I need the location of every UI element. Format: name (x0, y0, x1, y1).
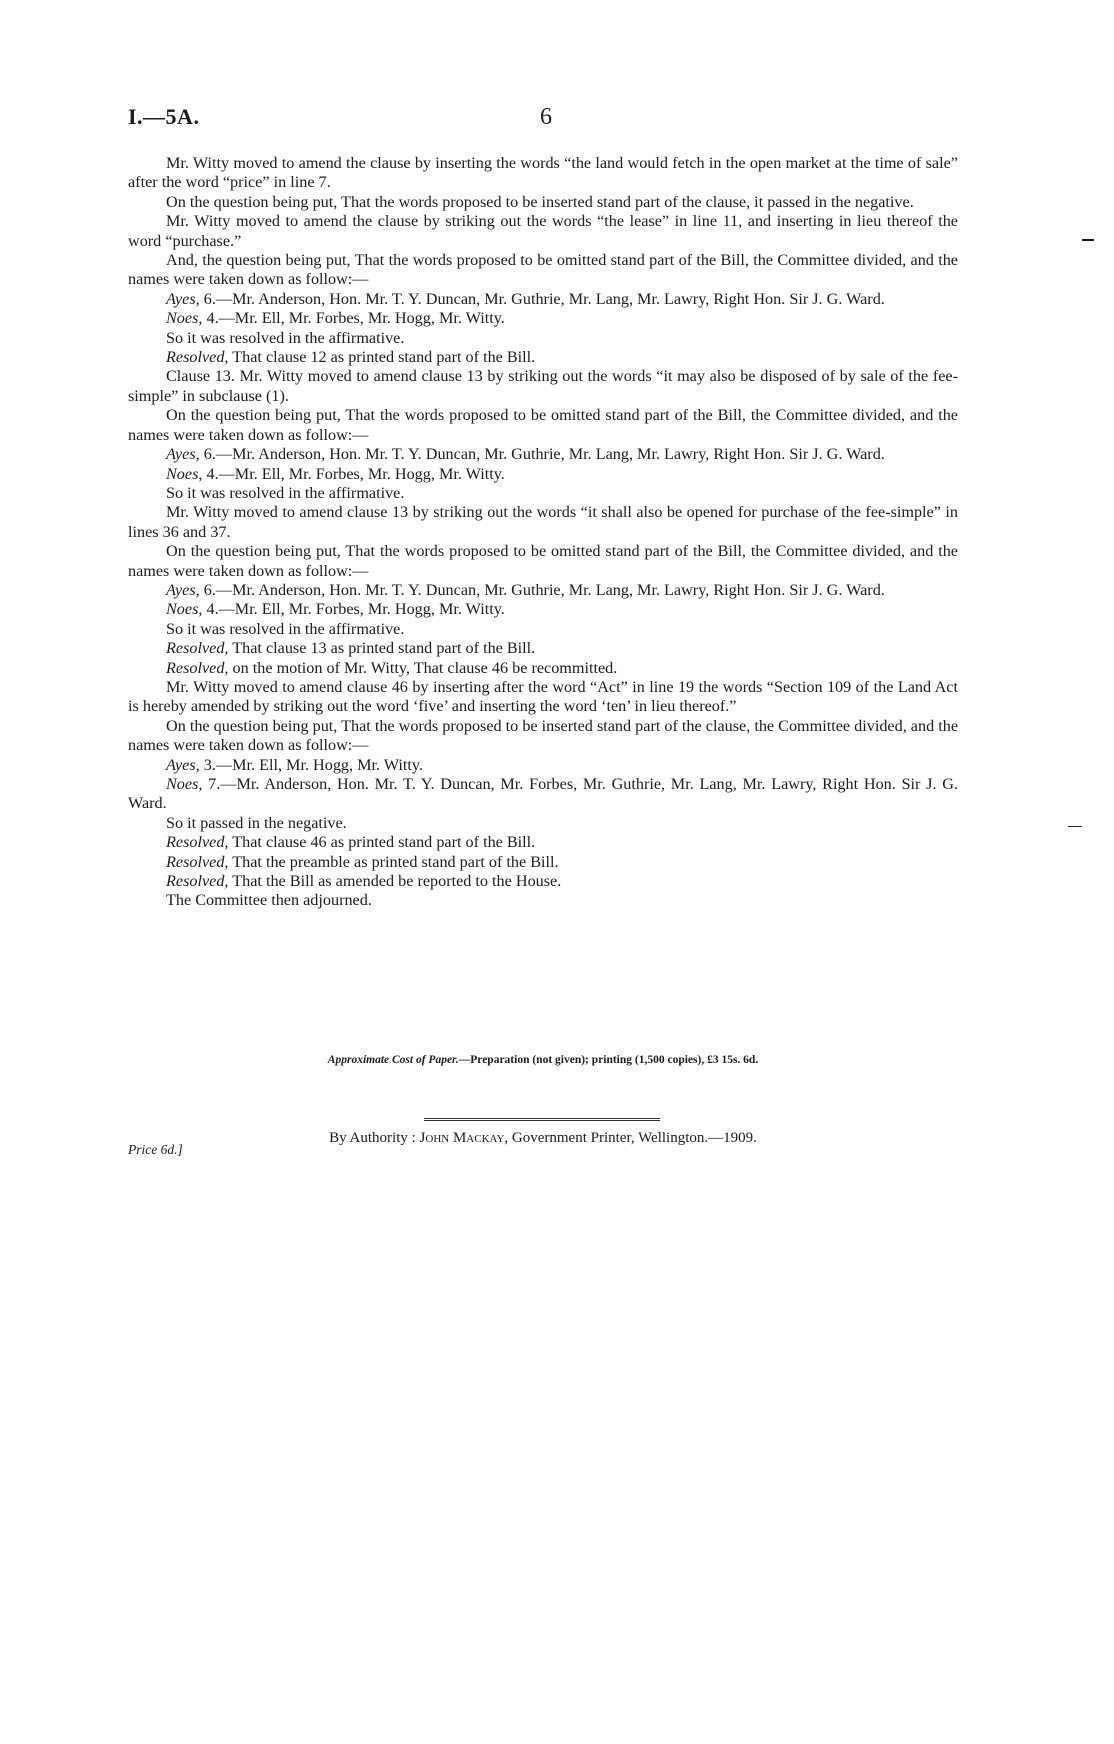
paragraph-lead: Noes, (166, 464, 203, 483)
minutes-paragraph (128, 445, 958, 464)
paragraph-text: Mr. Witty moved to amend the clause by inserting the words “the land would fetch in the open market at the time of sale” after the word “price” in line 7. (128, 154, 958, 192)
minutes-paragraph (128, 600, 958, 619)
authority-prefix: By Authority : (329, 1130, 420, 1146)
paragraph-text: That clause 12 as printed stand part of the Bill. (228, 348, 536, 367)
document-reference: I.—5A. (128, 104, 200, 129)
minutes-paragraph (128, 309, 958, 328)
paragraph-lead: Ayes, (166, 580, 200, 599)
paragraph-text: The Committee then adjourned. (166, 891, 372, 910)
cost-of-paper (128, 1054, 958, 1066)
margin-mark (1068, 826, 1082, 827)
paragraph-text: Mr. Witty moved to amend clause 46 by inserting after the word “Act” in line 19 the words “Section 109 of the Land Act is hereby amended by striking out the word ‘five’ and inserting the word ‘ten’ in lieu thereof.” (128, 677, 958, 716)
authority-suffix: , Government Printer, Wellington.—1909. (504, 1130, 757, 1146)
paragraph-lead: Ayes, (166, 755, 200, 774)
paragraph-text: On the question being put, That the words proposed to be inserted stand part of the clause, it passed in the negative. (166, 192, 914, 211)
paragraph-text: 7.—Mr. Anderson, Hon. Mr. T. Y. Duncan, Mr. Forbes, Mr. Guthrie, Mr. Lang, Mr. Lawry, Right Hon. Sir J. G. Ward. (128, 775, 958, 813)
paragraph-lead: Resolved, (166, 833, 229, 852)
paragraph-text: That the preamble as printed stand part of the Bill. (228, 852, 559, 871)
margin-mark (1082, 239, 1094, 241)
minutes-paragraph (128, 154, 958, 193)
minutes-paragraph (128, 872, 958, 891)
minutes-paragraph (128, 659, 958, 678)
minutes-paragraph (128, 367, 958, 406)
minutes-paragraph (128, 814, 958, 833)
paragraph-lead: Resolved, (166, 872, 229, 891)
paragraph-lead: Resolved, (166, 639, 229, 658)
minutes-paragraph (128, 484, 958, 503)
minutes-paragraph (128, 775, 958, 814)
paragraph-text: That the Bill as amended be reported to the House. (228, 872, 562, 891)
minutes-paragraph (128, 406, 958, 445)
paragraph-text: 4.—Mr. Ell, Mr. Forbes, Mr. Hogg, Mr. Witty. (202, 464, 505, 483)
paragraph-text: On the question being put, That the words proposed to be inserted stand part of the clause, the Committee divided, and the names were taken down as follow:— (128, 716, 958, 755)
minutes-paragraph (128, 853, 958, 872)
paragraph-text: So it passed in the negative. (166, 813, 347, 832)
minutes-body (128, 154, 958, 911)
paragraph-text: So it was resolved in the affirmative. (166, 619, 405, 638)
paragraph-text: 6.—Mr. Anderson, Hon. Mr. T. Y. Duncan, Mr. Guthrie, Mr. Lang, Mr. Lawry, Right Hon. Sir J. G. Ward. (199, 289, 885, 308)
paragraph-text: Clause 13. Mr. Witty moved to amend clause 13 by striking out the words “it may also be disposed of by sale of the fee-simple” in subclause (1). (128, 367, 958, 405)
minutes-paragraph (128, 329, 958, 348)
paragraph-text: And, the question being put, That the words proposed to be omitted stand part of the Bill, the Committee divided, and the names were taken down as follow:— (128, 251, 958, 289)
paragraph-lead: Ayes, (166, 289, 200, 308)
cost-label: Approximate Cost of Paper. (327, 1054, 459, 1066)
paragraph-text: 6.—Mr. Anderson, Hon. Mr. T. Y. Duncan, Mr. Guthrie, Mr. Lang, Mr. Lawry, Right Hon. Sir J. G. Ward. (199, 580, 885, 599)
minutes-paragraph (128, 678, 958, 717)
minutes-paragraph (128, 465, 958, 484)
minutes-paragraph (128, 251, 958, 290)
paragraph-lead: Noes, (166, 309, 203, 328)
paragraph-lead: Ayes, (166, 445, 200, 464)
paragraph-text: Mr. Witty moved to amend the clause by striking out the words “the lease” in line 11, and inserting in lieu thereof the word “purchase.” (128, 212, 958, 250)
page-header (128, 104, 958, 134)
minutes-paragraph (128, 503, 958, 542)
minutes-paragraph (128, 891, 958, 910)
price-label: Price 6d.] (128, 1142, 183, 1157)
page-number: 6 (540, 104, 552, 130)
paragraph-text: So it was resolved in the affirmative. (166, 328, 405, 347)
paragraph-text: So it was resolved in the affirmative. (166, 483, 405, 502)
minutes-paragraph (128, 833, 958, 852)
paragraph-lead: Resolved, (166, 658, 229, 677)
paragraph-lead: Noes, (166, 775, 203, 793)
footer-divider (424, 1118, 660, 1121)
minutes-paragraph (128, 756, 958, 775)
paragraph-text: 4.—Mr. Ell, Mr. Forbes, Mr. Hogg, Mr. Witty. (202, 309, 505, 328)
paragraph-lead: Resolved, (166, 852, 229, 871)
minutes-paragraph (128, 717, 958, 756)
paragraph-text: On the question being put, That the words proposed to be omitted stand part of the Bill, the Committee divided, and the names were taken down as follow:— (128, 542, 958, 580)
printer-authority (128, 1130, 958, 1147)
paragraph-lead: Resolved, (166, 348, 229, 367)
paragraph-lead: Noes, (166, 600, 203, 619)
minutes-paragraph (128, 542, 958, 581)
paragraph-text: On the question being put, That the words proposed to be omitted stand part of the Bill, the Committee divided, and the names were taken down as follow:— (128, 406, 958, 444)
minutes-paragraph (128, 193, 958, 212)
paragraph-text: That clause 46 as printed stand part of the Bill. (228, 833, 536, 852)
paragraph-text: That clause 13 as printed stand part of the Bill. (228, 639, 536, 658)
paragraph-text: 6.—Mr. Anderson, Hon. Mr. T. Y. Duncan, Mr. Guthrie, Mr. Lang, Mr. Lawry, Right Hon. Sir J. G. Ward. (199, 445, 885, 464)
paragraph-text: on the motion of Mr. Witty, That clause 46 be recommitted. (228, 658, 618, 677)
minutes-paragraph (128, 639, 958, 658)
paragraph-text: 3.—Mr. Ell, Mr. Hogg, Mr. Witty. (199, 755, 424, 774)
minutes-paragraph (128, 620, 958, 639)
minutes-paragraph (128, 290, 958, 309)
cost-details: —Preparation (not given); printing (1,500 copies), £3 15s. 6d. (458, 1054, 759, 1066)
printer-name: John Mackay (419, 1130, 505, 1146)
minutes-paragraph (128, 212, 958, 251)
minutes-paragraph (128, 581, 958, 600)
paragraph-text: Mr. Witty moved to amend clause 13 by striking out the words “it shall also be opened for purchase of the fee-simple” in lines 36 and 37. (128, 503, 958, 541)
minutes-paragraph (128, 348, 958, 367)
paragraph-text: 4.—Mr. Ell, Mr. Forbes, Mr. Hogg, Mr. Witty. (202, 600, 505, 619)
